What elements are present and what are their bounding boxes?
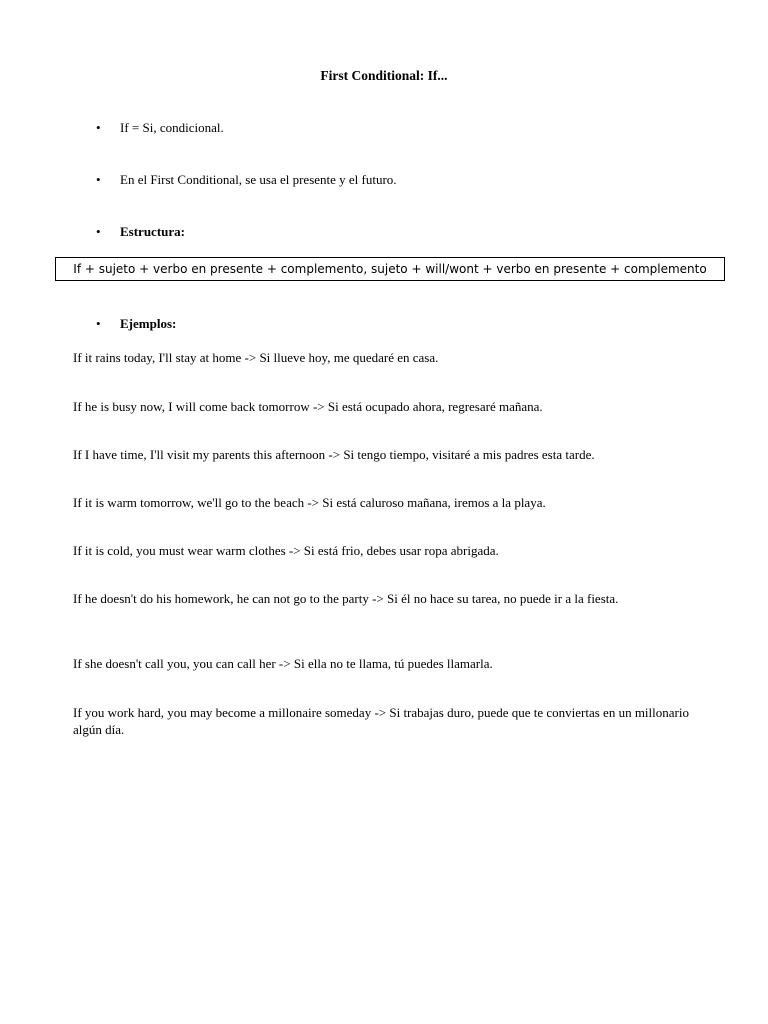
example-sentence: If it rains today, I'll stay at home -> Si llueve hoy, me quedaré en casa. (73, 350, 439, 365)
bullet-icon: • (96, 316, 101, 331)
example-sentence: If she doesn't call you, you can call her -> Si ella no te llama, tú puedes llamarla. (73, 656, 493, 671)
bullet-icon: • (96, 224, 101, 239)
bullet-item-usage (96, 171, 397, 189)
example-sentence: If I have time, I'll visit my parents this afternoon -> Si tengo tiempo, visitaré a mis padres esta tarde. (73, 447, 595, 462)
structure-formula-box: If + sujeto + verbo en presente + complemento, sujeto + will/wont + verbo en presente + complemento (55, 257, 725, 281)
document-title: First Conditional: If... (320, 68, 448, 83)
bullet-text: If = Si, condicional. (120, 120, 224, 135)
example-sentence: If he is busy now, I will come back tomorrow -> Si está ocupado ahora, regresaré mañana. (73, 399, 543, 414)
example-sentence: If you work hard, you may become a millonaire someday -> Si trabajas duro, puede que te conviertas en un millonario algún día. (73, 705, 689, 737)
bullet-item-definition (96, 119, 224, 137)
bullet-text: Estructura: (120, 224, 185, 239)
bullet-item-structure-heading (96, 223, 185, 241)
example-sentence: If it is warm tomorrow, we'll go to the beach -> Si está caluroso mañana, iremos a la playa. (73, 495, 546, 510)
example-sentence: If it is cold, you must wear warm clothes -> Si está frio, debes usar ropa abrigada. (73, 543, 499, 558)
bullet-text: Ejemplos: (120, 316, 177, 331)
example-sentence: If he doesn't do his homework, he can not go to the party -> Si él no hace su tarea, no puede ir a la fiesta. (73, 591, 619, 606)
bullet-icon: • (96, 172, 101, 187)
bullet-icon: • (96, 120, 101, 135)
bullet-text: En el First Conditional, se usa el presente y el futuro. (120, 172, 397, 187)
bullet-item-examples-heading (96, 315, 176, 333)
